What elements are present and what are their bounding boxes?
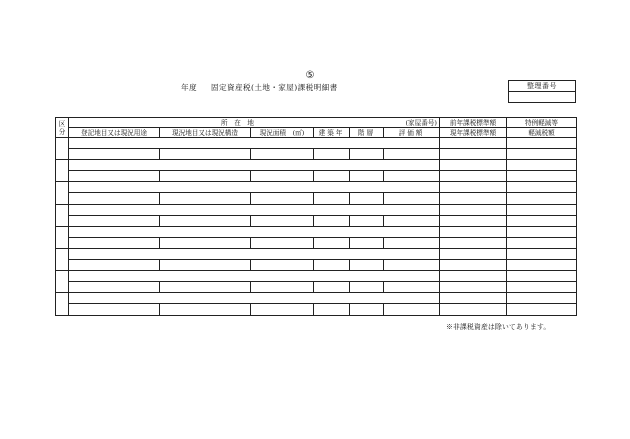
data-rows [56, 138, 577, 316]
entry-row-detail [56, 149, 577, 160]
location-cell[interactable] [69, 226, 440, 237]
header-row-1 [56, 118, 577, 128]
entry-row-location [56, 248, 577, 259]
kubun-cell[interactable] [56, 160, 69, 182]
house-number-label: (家屋番号) [405, 118, 437, 127]
reduced-tax-cell[interactable] [507, 215, 577, 226]
reference-number-box [508, 80, 576, 103]
footer-note: ※非課税資産は除いてあります。 [446, 323, 551, 331]
col-current-year-standard: 現年課税標準額 [440, 128, 507, 138]
registered-use-cell[interactable] [69, 237, 160, 248]
floor-cell[interactable] [350, 260, 384, 271]
entry-row-detail [56, 304, 577, 315]
entry-row-location [56, 160, 577, 171]
location-cell[interactable] [69, 182, 440, 193]
current-area-cell[interactable] [251, 304, 314, 315]
location-cell[interactable] [69, 271, 440, 282]
current-year-standard-cell[interactable] [440, 304, 507, 315]
special-reduction-cell[interactable] [507, 160, 577, 171]
registered-use-cell[interactable] [69, 304, 160, 315]
entry-row-detail [56, 215, 577, 226]
kubun-cell[interactable] [56, 293, 69, 315]
build-year-cell[interactable] [314, 237, 350, 248]
current-area-cell[interactable] [251, 149, 314, 160]
prev-year-standard-cell[interactable] [440, 271, 507, 282]
kubun-char-1: 区 [58, 119, 66, 128]
entry-row-detail [56, 193, 577, 204]
special-header: 特例軽減等 [507, 118, 577, 128]
current-year-standard-cell[interactable] [440, 171, 507, 182]
special-reduction-cell[interactable] [507, 138, 577, 149]
current-year-standard-cell[interactable] [440, 193, 507, 204]
reduced-tax-cell[interactable] [507, 193, 577, 204]
current-structure-cell[interactable] [160, 237, 251, 248]
entry-row-location [56, 182, 577, 193]
current-area-cell[interactable] [251, 282, 314, 293]
current-area-cell[interactable] [251, 237, 314, 248]
prev-year-standard-cell[interactable] [440, 160, 507, 171]
entry-row-detail [56, 237, 577, 248]
kubun-header [56, 118, 69, 138]
current-area-cell[interactable] [251, 215, 314, 226]
kubun-cell[interactable] [56, 138, 69, 160]
floor-cell[interactable] [350, 282, 384, 293]
assessed-value-cell[interactable] [384, 171, 440, 182]
prev-year-standard-cell[interactable] [440, 226, 507, 237]
registered-use-cell[interactable] [69, 193, 160, 204]
reduced-tax-cell[interactable] [507, 237, 577, 248]
current-structure-cell[interactable] [160, 304, 251, 315]
reduced-tax-cell[interactable] [507, 149, 577, 160]
current-year-standard-cell[interactable] [440, 260, 507, 271]
col-registered-use: 登記地目又は現況用途 [69, 128, 160, 138]
current-year-standard-cell[interactable] [440, 237, 507, 248]
floor-cell[interactable] [350, 149, 384, 160]
current-year-standard-cell[interactable] [440, 149, 507, 160]
col-current-area: 現況面積 (㎡) [251, 128, 314, 138]
kubun-cell[interactable] [56, 248, 69, 270]
current-year-standard-cell[interactable] [440, 282, 507, 293]
col-reduced-tax: 軽減税額 [507, 128, 577, 138]
assessed-value-cell[interactable] [384, 193, 440, 204]
special-reduction-cell[interactable] [507, 248, 577, 259]
build-year-cell[interactable] [314, 171, 350, 182]
build-year-cell[interactable] [314, 282, 350, 293]
prev-year-standard-cell[interactable] [440, 182, 507, 193]
location-cell[interactable] [69, 248, 440, 259]
form-title-text: 固定資産税(土地・家屋)課税明細書 [211, 83, 338, 92]
build-year-cell[interactable] [314, 193, 350, 204]
special-reduction-cell[interactable] [507, 271, 577, 282]
entry-row-location [56, 138, 577, 149]
current-structure-cell[interactable] [160, 171, 251, 182]
registered-use-cell[interactable] [69, 149, 160, 160]
prev-year-standard-cell[interactable] [440, 204, 507, 215]
location-cell[interactable] [69, 204, 440, 215]
entry-row-location [56, 293, 577, 304]
col-current-structure: 現況地目又は現況構造 [160, 128, 251, 138]
assessed-value-cell[interactable] [384, 282, 440, 293]
current-structure-cell[interactable] [160, 260, 251, 271]
floor-cell[interactable] [350, 193, 384, 204]
assessed-value-cell[interactable] [384, 149, 440, 160]
header-row-2 [56, 128, 577, 138]
prev-year-standard-cell[interactable] [440, 248, 507, 259]
current-structure-cell[interactable] [160, 193, 251, 204]
current-area-cell[interactable] [251, 260, 314, 271]
kubun-cell[interactable] [56, 204, 69, 226]
registered-use-cell[interactable] [69, 215, 160, 226]
kubun-cell[interactable] [56, 182, 69, 204]
floor-cell[interactable] [350, 171, 384, 182]
reduced-tax-cell[interactable] [507, 304, 577, 315]
build-year-cell[interactable] [314, 260, 350, 271]
assessed-value-cell[interactable] [384, 215, 440, 226]
current-structure-cell[interactable] [160, 215, 251, 226]
kubun-cell[interactable] [56, 226, 69, 248]
reduced-tax-cell[interactable] [507, 171, 577, 182]
special-reduction-cell[interactable] [507, 293, 577, 304]
col-build-year: 建築年 [314, 128, 350, 138]
entry-row-location [56, 226, 577, 237]
assessed-value-cell[interactable] [384, 237, 440, 248]
year-label: 年度 [181, 83, 197, 92]
kubun-cell[interactable] [56, 271, 69, 293]
prev-year-standard-cell[interactable] [440, 138, 507, 149]
build-year-cell[interactable] [314, 149, 350, 160]
current-area-cell[interactable] [251, 193, 314, 204]
tax-detail-table [55, 117, 577, 316]
current-structure-cell[interactable] [160, 149, 251, 160]
form-number-circle: ⑤ [305, 70, 315, 81]
location-header [69, 118, 440, 128]
entry-row-location [56, 204, 577, 215]
registered-use-cell[interactable] [69, 260, 160, 271]
col-floor: 階層 [350, 128, 384, 138]
prev-year-standard-cell[interactable] [440, 293, 507, 304]
reference-number-label: 整理番号 [509, 81, 575, 92]
location-cell[interactable] [69, 138, 440, 149]
form-title [181, 82, 338, 93]
entry-row-detail [56, 171, 577, 182]
reduced-tax-cell[interactable] [507, 260, 577, 271]
location-cell[interactable] [69, 293, 440, 304]
entry-row-location [56, 271, 577, 282]
current-area-cell[interactable] [251, 171, 314, 182]
special-reduction-cell[interactable] [507, 182, 577, 193]
floor-cell[interactable] [350, 237, 384, 248]
entry-row-detail [56, 282, 577, 293]
assessed-value-cell[interactable] [384, 260, 440, 271]
kubun-char-2: 分 [58, 127, 66, 136]
special-reduction-cell[interactable] [507, 204, 577, 215]
current-year-standard-cell[interactable] [440, 215, 507, 226]
location-cell[interactable] [69, 160, 440, 171]
entry-row-detail [56, 260, 577, 271]
floor-cell[interactable] [350, 304, 384, 315]
reduced-tax-cell[interactable] [507, 282, 577, 293]
special-reduction-cell[interactable] [507, 226, 577, 237]
registered-use-cell[interactable] [69, 282, 160, 293]
registered-use-cell[interactable] [69, 171, 160, 182]
build-year-cell[interactable] [314, 215, 350, 226]
col-assessed-value: 評価額 [384, 128, 440, 138]
current-structure-cell[interactable] [160, 282, 251, 293]
assessed-value-cell[interactable] [384, 304, 440, 315]
floor-cell[interactable] [350, 215, 384, 226]
location-label: 所 在 地 [221, 118, 254, 127]
build-year-cell[interactable] [314, 304, 350, 315]
prev-year-header: 前年課税標準額 [440, 118, 507, 128]
